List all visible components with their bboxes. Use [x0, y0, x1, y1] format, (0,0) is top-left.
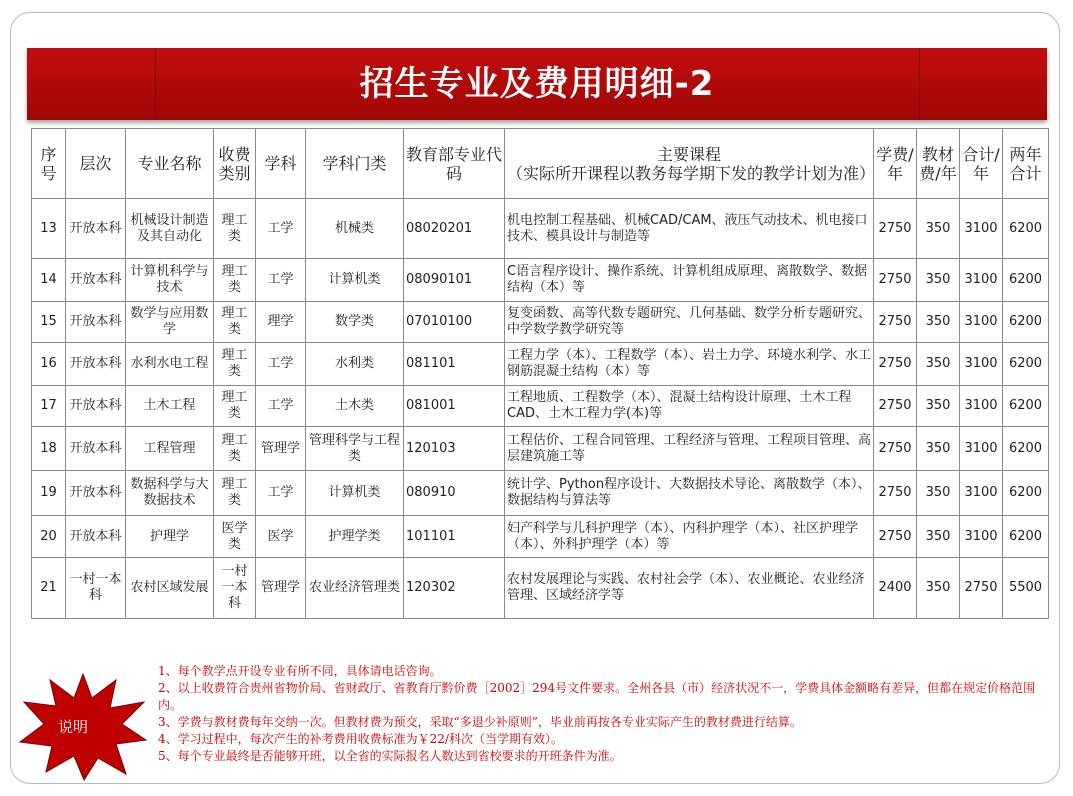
- cell-two-year-total: 6200: [1003, 302, 1049, 343]
- cell-discipline: 工学: [256, 199, 306, 259]
- cell-level: 开放本科: [66, 259, 126, 302]
- cell-annual-total: 3100: [960, 516, 1003, 558]
- cell-moe-code: 101101: [404, 516, 505, 558]
- cell-discipline-category: 机械类: [306, 199, 404, 259]
- note-item: 2、以上收费符合贵州省物价局、省财政厅、省教育厅黔价费［2002］294号文件要求。全州各县（市）经济状况不一，学费具体金额略有差异，但都在规定价格范围内。: [158, 681, 1036, 712]
- cell-fee-category: 理工类: [214, 471, 256, 516]
- cell-discipline: 医学: [256, 516, 306, 558]
- cell-major-name: 数学与应用数学: [126, 302, 214, 343]
- table-row: [32, 471, 1049, 516]
- cell-two-year-total: 6200: [1003, 259, 1049, 302]
- cell-index: 15: [32, 302, 66, 343]
- cell-two-year-total: 6200: [1003, 343, 1049, 386]
- header-fee-category: 收费类别: [214, 129, 256, 199]
- cell-major-name: 数据科学与大数据技术: [126, 471, 214, 516]
- cell-discipline-category: 护理学类: [306, 516, 404, 558]
- cell-discipline-category: 农业经济管理类: [306, 558, 404, 619]
- cell-two-year-total: 6200: [1003, 199, 1049, 259]
- cell-discipline: 工学: [256, 471, 306, 516]
- table-header-row: [32, 129, 1049, 199]
- header-annual-total: 合计/年: [960, 129, 1003, 199]
- cell-annual-total: 3100: [960, 386, 1003, 427]
- cell-level: 开放本科: [66, 516, 126, 558]
- cell-fee-category: 理工类: [214, 386, 256, 427]
- cell-moe-code: 120103: [404, 427, 505, 471]
- cell-index: 17: [32, 386, 66, 427]
- cell-annual-total: 3100: [960, 302, 1003, 343]
- cell-textbook-fee: 350: [917, 558, 960, 619]
- cell-tuition: 2750: [874, 343, 917, 386]
- cell-textbook-fee: 350: [917, 302, 960, 343]
- header-moe-code: 教育部专业代码: [404, 129, 505, 199]
- note-item: 5、每个专业最终是否能够开班，以全省的实际报名人数达到省校要求的开班条件为准。: [158, 749, 622, 763]
- notes-block: [158, 663, 1048, 765]
- cell-textbook-fee: 350: [917, 259, 960, 302]
- cell-annual-total: 3100: [960, 259, 1003, 302]
- cell-major-name: 护理学: [126, 516, 214, 558]
- table-row: [32, 386, 1049, 427]
- cell-index: 18: [32, 427, 66, 471]
- cell-tuition: 2750: [874, 259, 917, 302]
- cell-discipline-category: 计算机类: [306, 471, 404, 516]
- cell-fee-category: 一村一本科: [214, 558, 256, 619]
- table-row: [32, 259, 1049, 302]
- cell-major-name: 水利水电工程: [126, 343, 214, 386]
- cell-index: 14: [32, 259, 66, 302]
- cell-textbook-fee: 350: [917, 343, 960, 386]
- cell-fee-category: 理工类: [214, 427, 256, 471]
- header-main-courses: 主要课程 （实际所开课程以教务每学期下发的教学计划为准）: [505, 129, 874, 199]
- cell-main-courses: 统计学、Python程序设计、大数据技术导论、离散数学（本）、数据结构与算法等: [505, 471, 874, 516]
- cell-main-courses: 工程力学（本）、工程数学（本）、岩土力学、环境水利学、水工钢筋混凝土结构（本）等: [505, 343, 874, 386]
- cell-main-courses: 农村发展理论与实践、农村社会学（本）、农业概论、农业经济管理、区域经济学等: [505, 558, 874, 619]
- header-discipline-category: 学科门类: [306, 129, 404, 199]
- cell-tuition: 2750: [874, 516, 917, 558]
- cell-tuition: 2750: [874, 471, 917, 516]
- table-row: [32, 199, 1049, 259]
- cell-major-name: 工程管理: [126, 427, 214, 471]
- cell-index: 19: [32, 471, 66, 516]
- header-level: 层次: [66, 129, 126, 199]
- cell-level: 开放本科: [66, 302, 126, 343]
- cell-moe-code: 120302: [404, 558, 505, 619]
- cell-discipline: 管理学: [256, 558, 306, 619]
- note-item: 4、学习过程中，每次产生的补考费用收费标准为￥22/科次（当学期有效）。: [158, 732, 563, 746]
- cell-discipline-category: 水利类: [306, 343, 404, 386]
- cell-annual-total: 3100: [960, 343, 1003, 386]
- cell-level: 一村一本科: [66, 558, 126, 619]
- cell-textbook-fee: 350: [917, 427, 960, 471]
- cell-tuition: 2400: [874, 558, 917, 619]
- cell-main-courses: 复变函数、高等代数专题研究、几何基础、数学分析专题研究、中学数学教学研究等: [505, 302, 874, 343]
- cell-main-courses: 机电控制工程基础、机械CAD/CAM、液压气动技术、机电接口技术、模具设计与制造等: [505, 199, 874, 259]
- cell-tuition: 2750: [874, 199, 917, 259]
- header-index: 序号: [32, 129, 66, 199]
- cell-two-year-total: 6200: [1003, 427, 1049, 471]
- table-row: [32, 516, 1049, 558]
- cell-textbook-fee: 350: [917, 386, 960, 427]
- header-major-name: 专业名称: [126, 129, 214, 199]
- cell-fee-category: 理工类: [214, 199, 256, 259]
- fee-table: [31, 128, 1049, 619]
- cell-moe-code: 07010100: [404, 302, 505, 343]
- cell-level: 开放本科: [66, 427, 126, 471]
- cell-textbook-fee: 350: [917, 199, 960, 259]
- header-two-year-total: 两年合计: [1003, 129, 1049, 199]
- title-banner: [27, 48, 1047, 120]
- cell-annual-total: 2750: [960, 558, 1003, 619]
- cell-index: 13: [32, 199, 66, 259]
- table-row: [32, 302, 1049, 343]
- cell-discipline: 工学: [256, 343, 306, 386]
- cell-discipline-category: 计算机类: [306, 259, 404, 302]
- cell-moe-code: 08090101: [404, 259, 505, 302]
- header-textbook-fee: 教材费/年: [917, 129, 960, 199]
- cell-annual-total: 3100: [960, 471, 1003, 516]
- cell-moe-code: 081101: [404, 343, 505, 386]
- cell-tuition: 2750: [874, 302, 917, 343]
- cell-textbook-fee: 350: [917, 471, 960, 516]
- cell-fee-category: 理工类: [214, 343, 256, 386]
- cell-fee-category: 理工类: [214, 302, 256, 343]
- notes-label: 说明: [57, 718, 88, 736]
- cell-moe-code: 080910: [404, 471, 505, 516]
- cell-major-name: 农村区域发展: [126, 558, 214, 619]
- cell-two-year-total: 6200: [1003, 386, 1049, 427]
- cell-index: 20: [32, 516, 66, 558]
- cell-major-name: 计算机科学与技术: [126, 259, 214, 302]
- cell-two-year-total: 5500: [1003, 558, 1049, 619]
- cell-tuition: 2750: [874, 386, 917, 427]
- cell-discipline: 管理学: [256, 427, 306, 471]
- cell-annual-total: 3100: [960, 199, 1003, 259]
- cell-fee-category: 医学类: [214, 516, 256, 558]
- cell-discipline: 工学: [256, 259, 306, 302]
- cell-fee-category: 理工类: [214, 259, 256, 302]
- cell-index: 16: [32, 343, 66, 386]
- cell-discipline-category: 土木类: [306, 386, 404, 427]
- cell-two-year-total: 6200: [1003, 516, 1049, 558]
- cell-level: 开放本科: [66, 199, 126, 259]
- cell-main-courses: 妇产科学与儿科护理学（本）、内科护理学（本）、社区护理学（本）、外科护理学（本）等: [505, 516, 874, 558]
- cell-moe-code: 081001: [404, 386, 505, 427]
- note-item: 1、每个教学点开设专业有所不同，具体请电话咨询。: [158, 664, 442, 678]
- note-item: 3、学费与教材费每年交纳一次。但教材费为预交，采取“多退少补原则”，毕业前再按各专业实际产生的教材费进行结算。: [158, 715, 802, 729]
- cell-main-courses: 工程地质、工程数学（本）、混凝土结构设计原理、土木工程CAD、土木工程力学(本)等: [505, 386, 874, 427]
- table-row: [32, 427, 1049, 471]
- cell-major-name: 土木工程: [126, 386, 214, 427]
- table-row: [32, 343, 1049, 386]
- cell-main-courses: 工程估价、工程合同管理、工程经济与管理、工程项目管理、高层建筑施工等: [505, 427, 874, 471]
- cell-discipline-category: 数学类: [306, 302, 404, 343]
- cell-discipline: 工学: [256, 386, 306, 427]
- cell-level: 开放本科: [66, 386, 126, 427]
- cell-discipline-category: 管理科学与工程类: [306, 427, 404, 471]
- cell-discipline: 理学: [256, 302, 306, 343]
- page-title: 招生专业及费用明细-2: [359, 64, 715, 104]
- cell-major-name: 机械设计制造及其自动化: [126, 199, 214, 259]
- cell-level: 开放本科: [66, 343, 126, 386]
- cell-index: 21: [32, 558, 66, 619]
- cell-two-year-total: 6200: [1003, 471, 1049, 516]
- header-discipline: 学科: [256, 129, 306, 199]
- cell-moe-code: 08020201: [404, 199, 505, 259]
- cell-tuition: 2750: [874, 427, 917, 471]
- cell-level: 开放本科: [66, 471, 126, 516]
- cell-annual-total: 3100: [960, 427, 1003, 471]
- header-tuition: 学费/年: [874, 129, 917, 199]
- table-row: [32, 558, 1049, 619]
- cell-main-courses: C语言程序设计、操作系统、计算机组成原理、离散数学、数据结构（本）等: [505, 259, 874, 302]
- cell-textbook-fee: 350: [917, 516, 960, 558]
